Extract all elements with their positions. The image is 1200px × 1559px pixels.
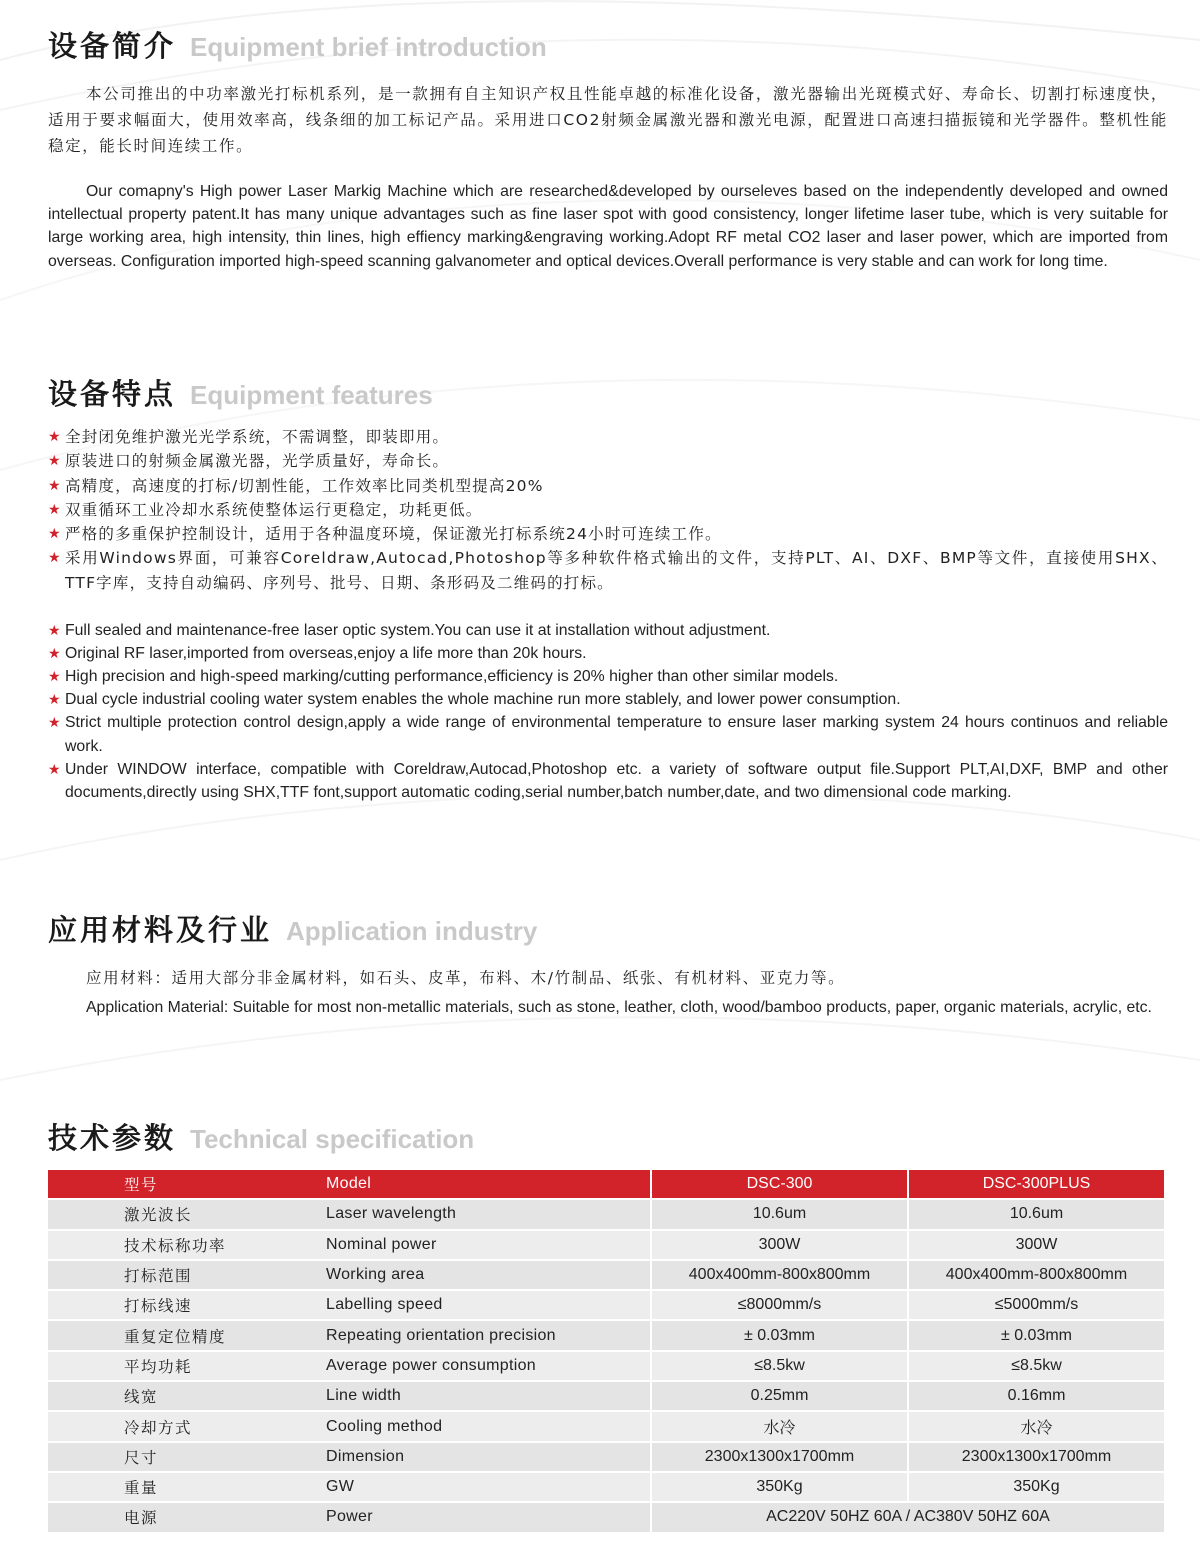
table-row: [48, 1261, 1164, 1291]
cell-param-zh: 重量: [48, 1473, 326, 1503]
feature-item-zh: [48, 449, 1168, 473]
feature-text: Original RF laser,imported from overseas,enjoy a life more than 20k hours.: [65, 645, 587, 663]
spec-table: [48, 1170, 1164, 1534]
cell-param-en: Repeating orientation precision: [326, 1321, 650, 1351]
cell-param-zh: 技术标称功率: [48, 1231, 326, 1261]
table-row: [48, 1443, 1164, 1473]
cell-value-a: 2300x1300x1700mm: [650, 1443, 907, 1473]
cell-value-a: 400x400mm-800x800mm: [650, 1261, 907, 1291]
feature-text: 双重循环工业冷却水系统使整体运行更稳定，功耗更低。: [65, 500, 483, 519]
table-row: [48, 1352, 1164, 1382]
cell-value-b: ≤5000mm/s: [907, 1291, 1164, 1321]
header-cell-model-b: DSC-300PLUS: [907, 1170, 1164, 1200]
features-list-en: [48, 619, 1168, 804]
application-paragraph-en: Application Material: Suitable for most non-metallic materials, such as stone, leather, cloth, wood/bamboo products, paper, organic materials, acrylic, etc.: [86, 999, 1152, 1016]
cell-param-en: GW: [326, 1473, 650, 1503]
star-icon: ★: [48, 645, 61, 662]
feature-text: 原装进口的射频金属激光器，光学质量好，寿命长。: [65, 452, 450, 471]
star-icon: ★: [48, 429, 62, 445]
feature-text: Full sealed and maintenance-free laser optic system.You can use it at installation without adjustment.: [65, 622, 771, 640]
cell-value-merged: AC220V 50HZ 60A / AC380V 50HZ 60A: [650, 1503, 1164, 1533]
cell-value-a: ≤8.5kw: [650, 1352, 907, 1382]
cell-param-zh: 尺寸: [48, 1443, 326, 1473]
feature-item-en: [48, 758, 1168, 804]
cell-value-a: 0.25mm: [650, 1382, 907, 1412]
feature-item-en: [48, 642, 1168, 665]
application-paragraph-zh: 应用材料：适用大部分非金属材料，如石头、皮革，布料、木/竹制品、纸张、有机材料、亚克力等。: [86, 969, 846, 987]
star-icon: ★: [48, 691, 61, 708]
header-cell-zh: 型号: [48, 1170, 326, 1200]
features-list-zh: [48, 425, 1168, 595]
features-heading: [48, 372, 1168, 413]
feature-item-zh: [48, 498, 1168, 522]
intro-paragraph-en: Our comapny's High power Laser Markig Machine which are researched&developed by ourseleves based on the independently developed and owned intellectual property patent.It has many unique advantages such as fine laser spot with good consistency, longer lifetime laser tube, which is very suitable for large working area, high intensity, thin lines, high effiency marking&engraving working.Adopt RF metal CO2 laser and laser power, which are imported from overseas. Configuration imported high-speed scanning galvanometer and optical devices.Overall performance is very stable and can work for long time.: [48, 183, 1168, 270]
spec-title-zh: 技术参数: [48, 1121, 177, 1155]
feature-text: 采用Windows界面，可兼容Coreldraw,Autocad,Photoshop等多种软件格式输出的文件，支持PLT、AI、DXF、BMP等文件，直接使用SHX、TTF字库，支持自动编码、序列号、批号、日期、条形码及二维码的打标。: [65, 549, 1168, 592]
cell-param-en: Working area: [326, 1261, 650, 1291]
cell-param-en: Dimension: [326, 1443, 650, 1473]
table-row: [48, 1382, 1164, 1412]
header-cell-en: Model: [326, 1170, 650, 1200]
spec-section: [48, 1116, 1168, 1157]
cell-value-b: 0.16mm: [907, 1382, 1164, 1412]
intro-title-en: Equipment brief introduction: [190, 32, 547, 62]
feature-item-zh: [48, 522, 1168, 546]
intro-heading: [48, 24, 1168, 65]
table-row: [48, 1321, 1164, 1351]
feature-text: 严格的多重保护控制设计，适用于各种温度环境，保证激光打标系统24小时可连续工作。: [65, 525, 722, 544]
cell-value-a: ± 0.03mm: [650, 1321, 907, 1351]
cell-param-en: Nominal power: [326, 1231, 650, 1261]
star-icon: ★: [48, 714, 61, 731]
cell-value-a: 300W: [650, 1231, 907, 1261]
feature-text: Dual cycle industrial cooling water system enables the whole machine run more stablely, and lower power consumption.: [65, 691, 901, 709]
feature-text: High precision and high-speed marking/cutting performance,efficiency is 20% higher than other similar models.: [65, 668, 839, 686]
features-section: [48, 372, 1168, 804]
star-icon: ★: [48, 477, 62, 494]
cell-value-b: ≤8.5kw: [907, 1352, 1164, 1382]
cell-param-en: Labelling speed: [326, 1291, 650, 1321]
table-row: [48, 1291, 1164, 1321]
cell-param-en: Laser wavelength: [326, 1200, 650, 1230]
star-icon: ★: [48, 526, 62, 543]
cell-param-en: Cooling method: [326, 1412, 650, 1442]
table-row: [48, 1200, 1164, 1230]
feature-text: Strict multiple protection control design,apply a wide range of environmental temperature to ensure laser marking system 24 hours continuos and reliable work.: [65, 714, 1168, 755]
cell-value-a: 350Kg: [650, 1473, 907, 1503]
header-cell-model-a: DSC-300: [650, 1170, 907, 1200]
cell-param-zh: 打标线速: [48, 1291, 326, 1321]
application-section: [48, 908, 1168, 1019]
cell-value-b: 水冷: [907, 1412, 1164, 1442]
star-icon: ★: [48, 760, 61, 777]
cell-value-a: 水冷: [650, 1412, 907, 1442]
feature-item-en: [48, 665, 1168, 688]
cell-value-b: 350Kg: [907, 1473, 1164, 1503]
cell-param-zh: 激光波长: [48, 1200, 326, 1230]
cell-value-b: 10.6um: [907, 1200, 1164, 1230]
cell-value-a: 10.6um: [650, 1200, 907, 1230]
feature-item-en: [48, 711, 1168, 757]
cell-value-b: 400x400mm-800x800mm: [907, 1261, 1164, 1291]
application-heading: [48, 908, 1168, 949]
cell-param-zh: 平均功耗: [48, 1352, 326, 1382]
feature-text: 全封闭免维护激光光学系统，不需调整，即装即用。: [65, 428, 450, 446]
cell-value-b: 300W: [907, 1231, 1164, 1261]
cell-param-en: Power: [326, 1503, 650, 1533]
star-icon: ★: [48, 453, 62, 470]
application-title-en: Application industry: [286, 916, 538, 946]
star-icon: ★: [48, 501, 62, 518]
cell-param-zh: 线宽: [48, 1382, 326, 1412]
feature-item-en: [48, 619, 1168, 642]
feature-item-zh: [48, 546, 1168, 595]
star-icon: ★: [48, 550, 62, 567]
spec-title-en: Technical specification: [190, 1124, 475, 1154]
cell-value-b: 2300x1300x1700mm: [907, 1443, 1164, 1473]
cell-value-b: ± 0.03mm: [907, 1321, 1164, 1351]
feature-item-en: [48, 688, 1168, 711]
intro-section: [48, 24, 1168, 273]
table-row: [48, 1412, 1164, 1442]
cell-param-zh: 冷却方式: [48, 1412, 326, 1442]
star-icon: ★: [48, 622, 61, 639]
star-icon: ★: [48, 668, 61, 685]
intro-title-zh: 设备简介: [48, 29, 177, 63]
table-row: [48, 1473, 1164, 1503]
cell-param-zh: 重复定位精度: [48, 1321, 326, 1351]
cell-param-zh: 电源: [48, 1503, 326, 1533]
cell-value-a: ≤8000mm/s: [650, 1291, 907, 1321]
cell-param-en: Line width: [326, 1382, 650, 1412]
features-title-zh: 设备特点: [48, 377, 177, 411]
cell-param-en: Average power consumption: [326, 1352, 650, 1382]
cell-param-zh: 打标范围: [48, 1261, 326, 1291]
intro-paragraph-zh: 本公司推出的中功率激光打标机系列，是一款拥有自主知识产权且性能卓越的标准化设备，激光器输出光斑模式好、寿命长、切割打标速度快，适用于要求幅面大，使用效率高，线条细的加工标记产品。采用进口CO2射频金属激光器和激光电源，配置进口高速扫描振镜和光学器件。整机性能稳定，能长时间连续工作。: [48, 85, 1168, 155]
feature-text: 高精度，高速度的打标/切割性能，工作效率比同类机型提高20%: [65, 476, 544, 495]
table-row-power: [48, 1503, 1164, 1533]
feature-item-zh: [48, 425, 1168, 449]
feature-item-zh: [48, 474, 1168, 498]
application-title-zh: 应用材料及行业: [48, 913, 273, 947]
features-title-en: Equipment features: [190, 380, 433, 410]
table-row: [48, 1231, 1164, 1261]
feature-text: Under WINDOW interface, compatible with Coreldraw,Autocad,Photoshop etc. a variety of software output file.Support PLT,AI,DXF, BMP and other documents,directly using SHX,TTF font,support automatic coding,serial number,batch number,date, and two dimensional code marking.: [65, 760, 1168, 801]
spec-header-row: [48, 1170, 1164, 1200]
spec-heading: [48, 1116, 1168, 1157]
